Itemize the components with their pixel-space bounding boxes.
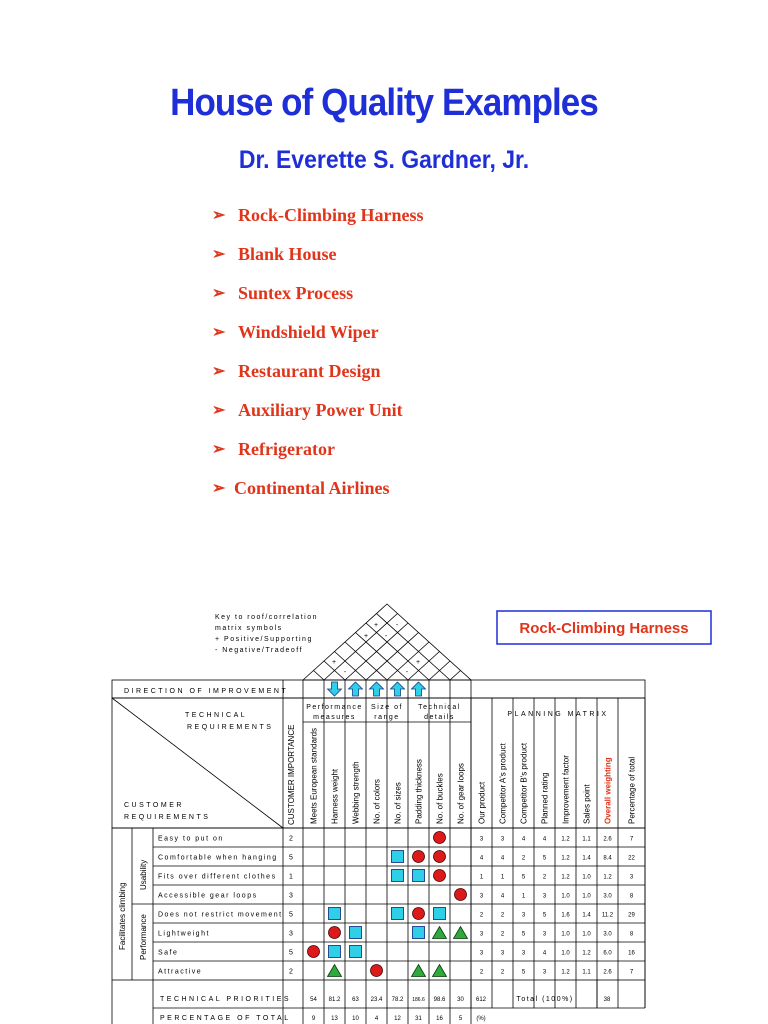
tech-priority-value: 186.6	[412, 997, 425, 1003]
planning-value: 5	[542, 912, 547, 919]
planning-value: 1.1	[582, 969, 591, 976]
percent-value: 9	[311, 1016, 316, 1022]
planning-value: 2.6	[603, 969, 612, 976]
planning-value: 1.0	[561, 931, 570, 938]
planning-value: 1.4	[582, 912, 591, 919]
arrow-bullet-icon: ➢	[212, 207, 226, 224]
percent-total-label: PERCENTAGE OF TOTAL	[160, 1015, 291, 1022]
planning-value: 3	[500, 950, 505, 957]
tech-req-label: REQUIREMENTS	[187, 724, 274, 731]
importance-value: 1	[289, 873, 293, 881]
example-list	[212, 205, 424, 517]
planning-value: 29	[628, 912, 635, 919]
link-restaurant-design[interactable]: ➢ Restaurant Design	[212, 361, 381, 381]
group-header: measures	[313, 714, 356, 721]
planning-value: 1.0	[561, 950, 570, 957]
roof-correlation-mark: -	[343, 669, 347, 676]
planning-value: 22	[628, 855, 635, 862]
planning-value: 1	[521, 893, 526, 900]
planning-value: 4	[500, 855, 505, 862]
relationship-square-icon	[413, 927, 425, 939]
planning-value: 1.1	[582, 836, 591, 843]
relationship-circle-icon	[371, 965, 383, 977]
relationship-circle-icon	[329, 927, 341, 939]
relationship-square-icon	[329, 946, 341, 958]
planning-value: 11.2	[601, 912, 614, 919]
tech-req-label: TECHNICAL	[185, 712, 248, 719]
planning-value: 5	[521, 874, 526, 881]
importance-value: 3	[289, 930, 293, 938]
tech-priority-value: 23.4	[370, 997, 383, 1003]
planning-value: 6.0	[603, 950, 612, 957]
arrow-bullet-icon: ➢	[212, 246, 226, 263]
importance-value: 5	[289, 949, 293, 957]
planning-value: 8.4	[603, 855, 612, 862]
plan-column-header: Competitor A's product	[498, 743, 508, 824]
percent-value: (%)	[476, 1016, 486, 1022]
planning-value: 3	[521, 950, 526, 957]
planning-value: 3.0	[603, 931, 612, 938]
arrow-bullet-icon: ➢	[212, 363, 226, 380]
planning-value: 4	[542, 836, 547, 843]
percent-value: 31	[415, 1016, 422, 1022]
group-header: Performance	[306, 704, 363, 711]
roof-correlation-mark: -	[405, 669, 409, 676]
planning-value: 2	[521, 855, 526, 862]
tech-priority-value: 54	[310, 997, 317, 1003]
roof-correlation-mark: +	[363, 633, 369, 640]
roof-grid-line	[324, 614, 398, 681]
planning-value: 1.0	[582, 931, 591, 938]
planning-value: 1.2	[561, 836, 570, 843]
planning-value: 1.6	[561, 912, 570, 919]
link-blank-house[interactable]: ➢ Blank House	[212, 244, 337, 264]
planning-value: 4	[542, 950, 547, 957]
page-subtitle: Dr. Everette S. Gardner, Jr.	[238, 146, 530, 174]
tech-priority-value: 98.6	[433, 997, 446, 1003]
planning-value: 8	[629, 893, 634, 900]
subcategory-label: Performance	[139, 914, 148, 960]
planning-value: 7	[629, 836, 634, 843]
link-rock-climbing-harness[interactable]: ➢ Rock-Climbing Harness	[212, 205, 424, 225]
roof-grid-line	[314, 671, 325, 681]
planning-value: 16	[628, 950, 635, 957]
planning-value: 3	[479, 893, 484, 900]
roof-correlation-mark: -	[384, 633, 388, 640]
roof-correlation-mark: +	[415, 659, 421, 666]
relationship-circle-icon	[434, 851, 446, 863]
planning-value: 1.0	[561, 893, 570, 900]
roof-grid-line	[377, 614, 451, 681]
roof-key-text: + Positive/Supporting	[215, 636, 313, 643]
requirement-label: Lightweight	[158, 930, 210, 938]
planning-value: 4	[500, 893, 505, 900]
planning-value: 2	[500, 912, 505, 919]
group-header: Technical	[418, 704, 461, 711]
planning-value: 1.0	[582, 893, 591, 900]
planning-value: 3	[479, 950, 484, 957]
planning-value: 1.2	[561, 874, 570, 881]
tech-priority-value: 30	[457, 997, 464, 1003]
relationship-square-icon	[350, 927, 362, 939]
plan-column-header: Overall weighting	[603, 757, 613, 824]
planning-value: 2.6	[603, 836, 612, 843]
roof-correlation-mark: -	[395, 622, 399, 629]
percent-value: 4	[374, 1016, 379, 1022]
planning-value: 4	[521, 836, 526, 843]
arrow-bullet-icon: ➢	[212, 324, 226, 341]
arrow-bullet-icon: ➢	[212, 441, 226, 458]
requirement-label: Comfortable when hanging	[158, 854, 278, 862]
percent-value: 5	[458, 1016, 463, 1022]
requirement-label: Safe	[158, 949, 179, 957]
direction-arrow-up-icon	[349, 682, 363, 696]
link-auxiliary-power-unit[interactable]: ➢ Auxiliary Power Unit	[212, 400, 403, 420]
house-of-quality-diagram	[0, 590, 768, 1024]
importance-value: 5	[289, 911, 293, 919]
plan-column-header: Percentage of total	[627, 756, 637, 824]
tech-column-header: No. of colors	[372, 779, 382, 824]
plan-column-header: Competitor B's product	[519, 742, 529, 824]
planning-value: 1.2	[603, 874, 612, 881]
box-title-text: Rock-Climbing Harness	[519, 620, 689, 637]
planning-value: 3	[542, 893, 547, 900]
roof-grid-line	[363, 633, 419, 681]
planning-value: 1.2	[561, 969, 570, 976]
relationship-square-icon	[350, 946, 362, 958]
tech-column-header: No. of sizes	[393, 782, 403, 824]
plan-column-header: Planned rating	[540, 772, 550, 824]
requirement-label: Accessible gear loops	[158, 892, 258, 900]
customer-importance-header: CUSTOMER IMPORTANCE	[287, 724, 296, 825]
tech-column-header: Harness weight	[330, 768, 340, 824]
arrow-bullet-icon: ➢	[212, 402, 226, 419]
planning-value: 2	[479, 912, 484, 919]
planning-value: 7	[629, 969, 634, 976]
link-windshield-wiper[interactable]: ➢ Windshield Wiper	[212, 322, 379, 342]
importance-value: 2	[289, 968, 293, 976]
cust-req-label: CUSTOMER	[124, 802, 184, 809]
importance-value: 2	[289, 835, 293, 843]
planning-matrix-label: PLANNING MATRIX	[507, 711, 609, 718]
planning-value: 3	[542, 931, 547, 938]
link-continental-airlines[interactable]: ➢ Continental Airlines	[212, 478, 390, 498]
tech-priority-value: 78.2	[391, 997, 404, 1003]
relationship-triangle-icon	[454, 927, 468, 939]
relationship-square-icon	[413, 870, 425, 882]
arrow-bullet-icon: ➢	[212, 480, 226, 497]
total-label: Total (100%)	[516, 996, 574, 1003]
planning-value: 1	[479, 874, 484, 881]
planning-value: 5	[542, 855, 547, 862]
direction-arrow-up-icon	[412, 682, 426, 696]
planning-value: 2	[500, 931, 505, 938]
percent-value: 16	[436, 1016, 443, 1022]
relationship-triangle-icon	[433, 927, 447, 939]
relationship-triangle-icon	[328, 965, 342, 977]
planning-value: 5	[521, 969, 526, 976]
group-header: range	[374, 714, 400, 721]
direction-arrow-up-icon	[391, 682, 405, 696]
link-refrigerator[interactable]: ➢ Refrigerator	[212, 439, 335, 459]
relationship-square-icon	[434, 908, 446, 920]
planning-value: 5	[521, 931, 526, 938]
roof-correlation-mark: +	[331, 659, 337, 666]
requirement-label: Fits over different clothes	[158, 873, 277, 881]
roof-key-text: Key to roof/correlation	[215, 614, 318, 621]
relationship-circle-icon	[455, 889, 467, 901]
requirement-label: Easy to put on	[158, 835, 224, 843]
group-header: details	[424, 714, 455, 721]
direction-arrow-up-icon	[370, 682, 384, 696]
page-title: House of Quality Examples	[170, 82, 598, 124]
planning-value: 1.0	[582, 874, 591, 881]
planning-value: 2	[542, 874, 547, 881]
planning-value: 3.0	[603, 893, 612, 900]
importance-value: 5	[289, 854, 293, 862]
subcategory-label: Usability	[139, 859, 148, 890]
tech-column-header: No. of buckles	[435, 773, 445, 824]
relationship-square-icon	[329, 908, 341, 920]
percent-value: 13	[331, 1016, 338, 1022]
tech-priority-value: 81.2	[328, 997, 341, 1003]
relationship-circle-icon	[434, 832, 446, 844]
direction-arrow-down-icon	[328, 682, 342, 696]
relationship-circle-icon	[434, 870, 446, 882]
planning-value: 3	[629, 874, 634, 881]
planning-value: 1.2	[582, 950, 591, 957]
planning-value: 2	[500, 969, 505, 976]
tech-column-header: Padding thickness	[414, 759, 424, 824]
cust-req-label: REQUIREMENTS	[124, 814, 211, 821]
planning-value: 2	[479, 969, 484, 976]
tech-priorities-label: TECHNICAL PRIORITIES	[160, 996, 292, 1003]
importance-value: 3	[289, 892, 293, 900]
total-value: 38	[603, 997, 611, 1003]
plan-column-header: Sales point	[582, 784, 592, 824]
planning-value: 3	[542, 969, 547, 976]
roof-grid-line	[450, 671, 461, 681]
tech-column-header: Webbing strength	[351, 761, 361, 824]
plan-column-header: Improvement factor	[561, 755, 571, 824]
relationship-triangle-icon	[433, 965, 447, 977]
group-header: Size of	[371, 704, 403, 711]
planning-value: 3	[500, 836, 505, 843]
relationship-square-icon	[392, 870, 404, 882]
plan-column-header: Our product	[477, 781, 487, 824]
planning-value: 8	[629, 931, 634, 938]
direction-label: DIRECTION OF IMPROVEMENT	[124, 688, 289, 695]
planning-value: 3	[479, 931, 484, 938]
relationship-square-icon	[392, 908, 404, 920]
planning-value: 3	[479, 836, 484, 843]
requirement-label: Attractive	[158, 968, 203, 976]
roof-key-text: - Negative/Tradeoff	[215, 647, 304, 654]
tech-column-header: Meets European standards	[309, 727, 319, 824]
link-suntex-process[interactable]: ➢ Suntex Process	[212, 283, 354, 303]
roof-correlation-mark: +	[373, 622, 379, 629]
relationship-triangle-icon	[412, 965, 426, 977]
relationship-square-icon	[392, 851, 404, 863]
arrow-bullet-icon: ➢	[212, 285, 226, 302]
planning-value: 1.2	[561, 855, 570, 862]
planning-value: 1	[500, 874, 505, 881]
roof-key-text: matrix symbols	[215, 625, 283, 632]
tech-column-header: No. of gear loops	[456, 763, 466, 824]
requirement-label: Does not restrict movement	[158, 911, 283, 919]
planning-value: 3	[521, 912, 526, 919]
planning-value: 1.4	[582, 855, 591, 862]
planning-value: 4	[479, 855, 484, 862]
relationship-circle-icon	[413, 851, 425, 863]
percent-value: 12	[394, 1016, 401, 1022]
relationship-circle-icon	[308, 946, 320, 958]
tech-priority-value: 612	[475, 997, 487, 1003]
relationship-circle-icon	[413, 908, 425, 920]
category-label: Facilitates climbing	[118, 882, 127, 950]
tech-priority-value: 63	[352, 997, 359, 1003]
percent-value: 10	[352, 1016, 359, 1022]
